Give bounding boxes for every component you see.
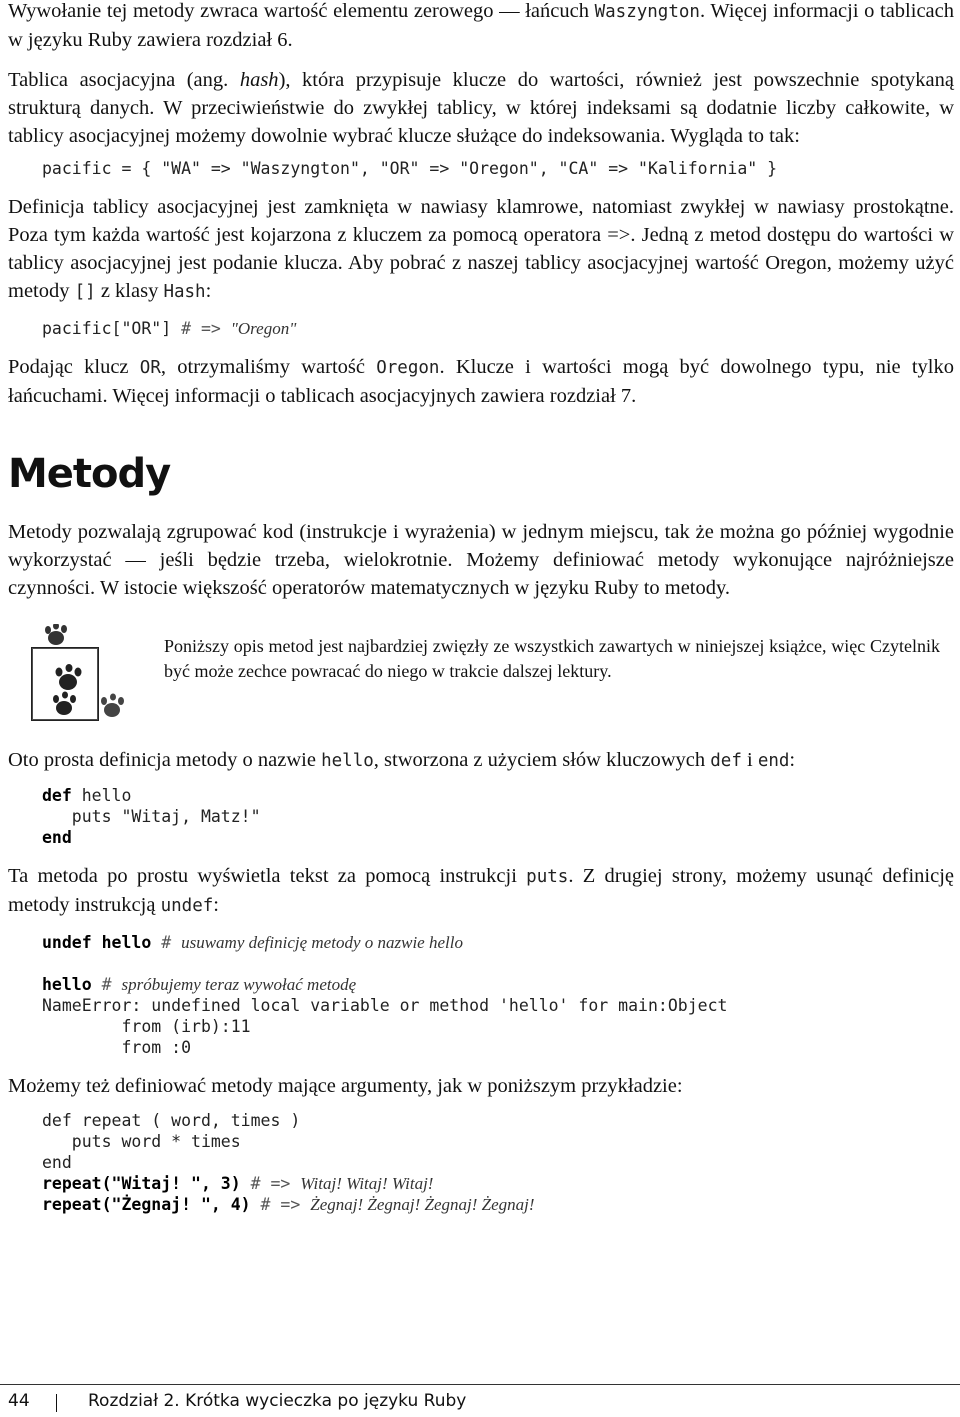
text: Oto prosta definicja metody o nazwie: [8, 749, 322, 771]
inline-code: Waszyngton: [594, 2, 700, 22]
text: Tablica asocjacyjna (ang.: [8, 69, 240, 91]
code-line: puts word * times: [42, 1132, 241, 1151]
code-block-hash-literal: [8, 158, 954, 179]
code-keyword: undef hello: [42, 933, 152, 952]
text: , stworzona z użyciem słów kluczowych: [373, 749, 711, 771]
inline-code: undef: [160, 896, 214, 916]
code-line: hello: [71, 786, 132, 805]
code-keyword: repeat("Witaj! ", 3): [42, 1174, 241, 1193]
code-line: NameError: undefined local variable or method 'hello' for main:Object: [42, 996, 728, 1015]
term: hash: [239, 69, 279, 91]
comment-marker: # =>: [240, 1174, 301, 1193]
section-heading: Metody: [8, 451, 171, 497]
code-block-hello: [8, 785, 954, 848]
code-line: from :0: [42, 1038, 192, 1057]
inline-code: OR: [139, 358, 161, 378]
code-block-hash-access: [8, 318, 954, 339]
paragraph-hash-result: [8, 353, 954, 410]
comment-marker: #: [91, 975, 122, 994]
text: Wywołanie tej metody zwraca wartość elementu zerowego — łańcuch: [8, 0, 595, 22]
code-keyword: end: [42, 828, 72, 847]
text: , otrzymaliśmy wartość: [160, 356, 377, 378]
page-content: [8, 0, 954, 1215]
text: i: [741, 749, 758, 771]
text: Podając klucz: [8, 356, 140, 378]
paragraph-array-info: [8, 0, 954, 54]
paragraph-methods-intro: Metody pozwalają zgrupować kod (instrukcje i wyrażenia) w jednym miejscu, tak że można go później wygodnie wykorzystać — jeśli będzie trzeba, wielokrotnie. Możemy definiować metody wykonujące najróżniejsze czynności. W istocie większość operatorów matematycznych w języku Ruby to metody.: [8, 521, 954, 599]
comment-marker: #: [151, 933, 182, 952]
footer-rule: [0, 1384, 960, 1385]
text: Ta metoda po prostu wyświetla tekst za pomocą instrukcji: [8, 865, 527, 887]
footer-separator: [56, 1394, 57, 1412]
code-keyword: hello: [42, 975, 92, 994]
code-comment: usuwamy definicję metody o nazwie hello: [181, 933, 463, 952]
text: :: [789, 749, 796, 771]
code-result: "Oregon": [230, 319, 297, 338]
text: ), która przypisuje klucze do wartości, również jest powszechnie spotykaną strukturą danych. W przeciwieństwie do zwykłej tablicy, w której indeksami są dodatnie liczby całkowite, w tablicy asocjacyjnej możemy dowolnie wybrać klucze służące do indeksowania. Wygląda to tak:: [8, 69, 954, 147]
code-line: puts "Witaj, Matz!": [42, 807, 261, 826]
paragraph-hash-definition: [8, 193, 954, 306]
inline-code: Oregon: [376, 358, 440, 378]
code-line: pacific["OR"]: [42, 319, 182, 338]
paragraph-arguments: Możemy też definiować metody mające argumenty, jak w poniższym przykładzie:: [8, 1075, 683, 1097]
text: . Klucze i wartości mogą być dowolnego typu, nie tylko łańcuchami. Więcej informacji o tablicach asocjacyjnych zawiera rozdział 7.: [8, 356, 954, 407]
code-line: pacific = { "WA" => "Waszyngton", "OR" => "Oregon", "CA" => "Kalifornia" }: [42, 159, 778, 178]
comment-marker: # =>: [250, 1195, 311, 1214]
paragraph-hash-intro: [8, 66, 954, 150]
chapter-title: Rozdział 2. Krótka wycieczka po języku Ruby: [88, 1391, 467, 1411]
note-paw-icon: [26, 624, 136, 724]
comment-marker: # =>: [181, 319, 231, 338]
paragraph-undef: [8, 862, 954, 920]
text: . Z drugiej strony, możemy usunąć definicję metody instrukcją: [8, 865, 954, 916]
code-comment: Witaj! Witaj! Witaj!: [300, 1174, 434, 1193]
code-comment: Żegnaj! Żegnaj! Żegnaj! Żegnaj!: [310, 1195, 535, 1214]
code-comment: spróbujemy teraz wywołać metodę: [121, 975, 357, 994]
inline-code: def: [710, 751, 742, 771]
text: :: [205, 280, 212, 302]
code-block-repeat: [8, 1110, 954, 1215]
code-line: from (irb):11: [42, 1017, 251, 1036]
paragraph-hello-definition: [8, 746, 954, 775]
text: Definicja tablicy asocjacyjnej jest zamknięta w nawiasy klamrowe, natomiast zwykłej w nawiasy prostokątne. Poza tym każda wartość jest kojarzona z kluczem za pomocą operatora =>. Jedną z metod dostępu do wartości w tablicy asocjacyjnej jest podanie klucza. Aby pobrać z naszej tablicy asocjacyjnej wartość Oregon, możemy użyć metody: [8, 196, 954, 302]
code-keyword: repeat("Żegnaj! ", 4): [42, 1195, 251, 1214]
note-box: [8, 624, 954, 736]
code-line: def repeat ( word, times ): [42, 1111, 301, 1130]
page-number: 44: [8, 1391, 30, 1411]
note-text: Poniższy opis metod jest najbardziej zwięzły ze wszystkich zawartych w niniejszej książce, więc Czytelnik być może zechce powracać do niego w trakcie dalszej lektury.: [164, 636, 940, 681]
inline-code: end: [757, 751, 790, 771]
text: . Więcej informacji o tablicach w języku Ruby zawiera rozdział 6.: [8, 0, 954, 51]
code-block-undef: [8, 932, 954, 1058]
inline-code: hello: [321, 751, 374, 771]
inline-code: []: [74, 282, 96, 302]
text: :: [213, 894, 219, 916]
code-keyword: def: [42, 786, 72, 805]
text: z klasy: [95, 280, 164, 302]
inline-code: puts: [526, 867, 569, 887]
inline-code: Hash: [163, 282, 206, 302]
code-line: end: [42, 1153, 72, 1172]
